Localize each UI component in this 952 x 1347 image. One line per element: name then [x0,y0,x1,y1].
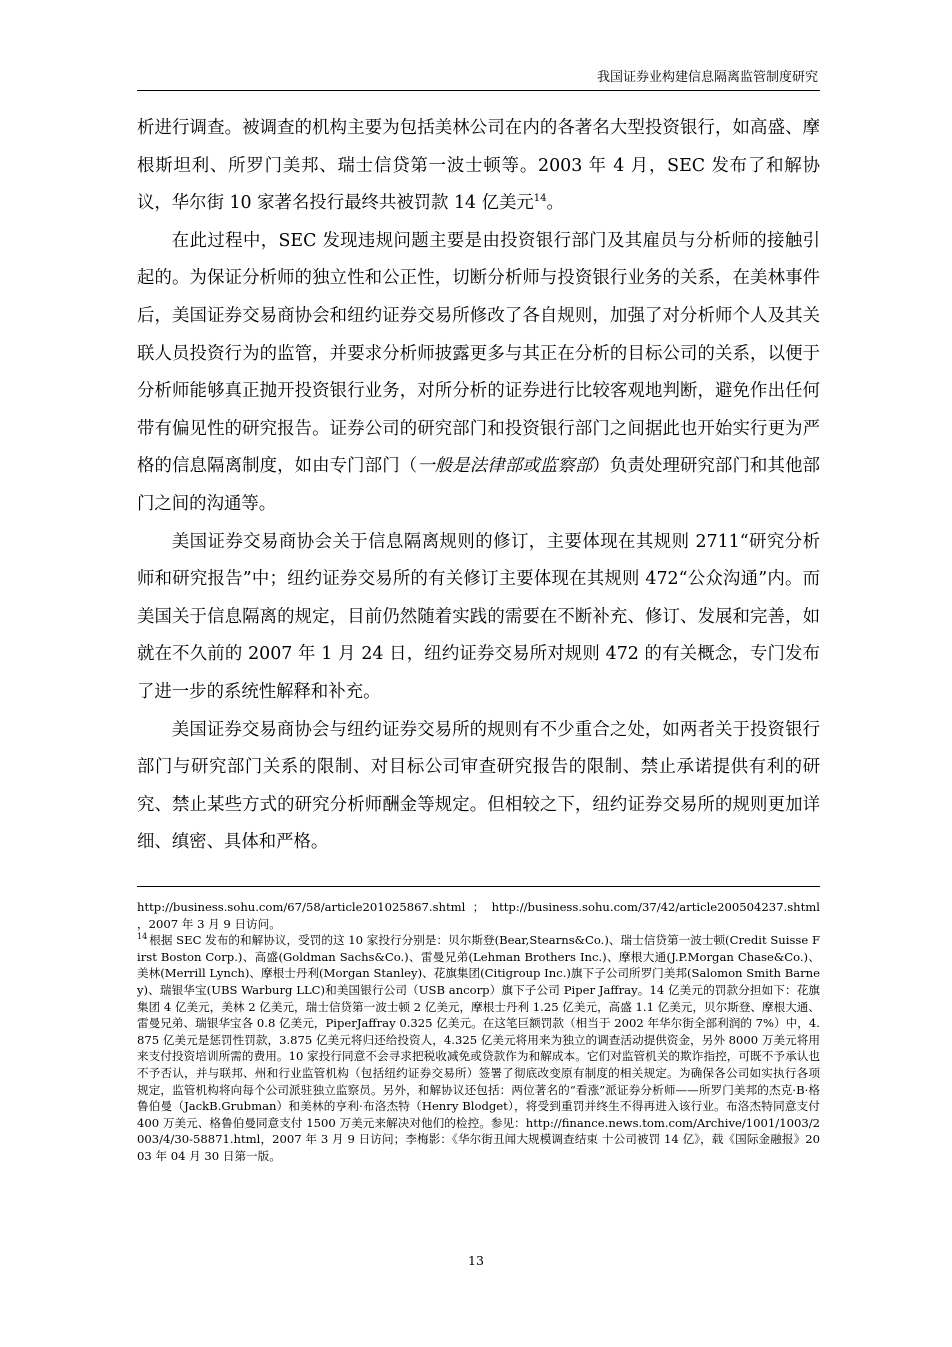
paragraph-2-italic: 一般是法律部或监察部 [417,456,593,477]
paragraph-4: 美国证券交易商协会与纽约证券交易所的规则有不少重合之处，如两者关于投资银行部门与研究部门关系的限制、对目标公司审查研究报告的限制、禁止承诺提供有利的研究、禁止某些方式的研究分析师酬金等规定。但相较之下，纽约证券交易所的规则更加详细、缜密、具体和严格。 [137,719,820,853]
page-number: 13 [468,1253,484,1268]
footnote-separator [137,886,820,887]
footnote-14-text: 根据 SEC 发布的和解协议，受罚的这 10 家投行分别是：贝尔斯登(Bear,Stearns&Co.)、瑞士信贷第一波士顿(Credit Suisse First Boston Corp.)、高盛(Goldman Sachs&Co.)、雷曼兄弟(Lehman Brothers Inc.)、摩根大通(J.P.Morgan Chase&Co.)、美林(Merrill Lynch)、摩根士丹利(Morgan Stanley)、花旗集团(Citigroup Inc.)旗下子公司所罗门美邦(Salomon Smith Barney)、瑞银华宝(UBS Warburg LLC)和美国银行公司（USB ancorp）旗下子公司 Piper Jaffray。14 亿美元的罚款分担如下：花旗集团 4 亿美元，美林 2 亿美元，瑞士信贷第一波士顿 2 亿美元，摩根士丹利 1.25 亿美元，高盛 1.1 亿美元，贝尔斯登、摩根大通、雷曼兄弟、瑞银华宝各 0.8 亿美元，PiperJaffray 0.325 亿美元。在这笔巨额罚款（相当于 2002 年华尔街全部利润的 7%）中，4.875 亿美元是惩罚性罚款，3.875 亿美元将归还给投资人，4.325 亿美元将用来为独立的调查活动提供资金，另外 8000 万美元将用来支付投资培训所需的费用。10 家投行同意不会寻求把税收减免或贷款作为和解成本。它们对监管机关的欺诈指控，可既不予承认也不予否认，并与联邦、州和行业监管机构（包括纽约证券交易所）签署了彻底改变原有制度的相关规定。为确保各公司如实执行各项规定，监管机构将向每个公司派驻独立监察员。另外，和解协议还包括：两位著名的“看涨”派证券分析师——所罗门美邦的杰克·B·格鲁伯曼（JackB.Grubman）和美林的亨利·布洛杰特（Henry Blodget），将受到重罚并终生不得再进入该行业。布洛杰特同意支付 400 万美元、格鲁伯曼同意支付 1500 万美元来解决对他们的检控。参见：http://finance.news.tom.com/Archive/1001/1003/2003/4/30-58871.html，2007 年 3 月 9 日访问；李梅影：《华尔街丑闻大规模调查结束 十公司被罚 14 亿》，载《国际金融报》2003 年 04 月 30 日第一版。 [137,933,820,1163]
paragraph-2-text: 在此过程中，SEC 发现违规问题主要是由投资银行部门及其雇员与分析师的接触引起的。为保证分析师的独立性和公正性，切断分析师与投资银行业务的关系，在美林事件后，美国证券交易商协会和纽约证券交易所修改了各自规则，加强了对分析师个人及其关联人员投资行为的监管，并要求分析师披露更多与其正在分析的目标公司的关系，以便于分析师能够真正抛开投资银行业务，对所分析的证券进行比较客观地判断，避免作出任何带有偏见性的研究报告。证券公司的研究部门和投资银行部门之间据此也开始实行更为严格的信息隔离制度，如由专门部门（ [137,230,820,477]
header-title: 我国证券业构建信息隔离监管制度研究 [596,70,818,85]
page-header [137,62,820,91]
paragraph-1-text: 析进行调查。被调查的机构主要为包括美林公司在内的各著名大型投资银行，如高盛、摩根斯坦利、所罗门美邦、瑞士信贷第一波士顿等。2003 年 4 月，SEC 发布了和解协议，华尔街 10 家著名投行最终共被罚款 14 亿美元 [137,118,820,214]
paragraph-2-end: ）负责处理研究部门和其他部门之间的沟通等。 [137,456,820,514]
footnotes [137,899,820,1165]
footnote-14-number: 14 [137,932,148,942]
paragraph-2 [137,223,820,524]
footnote-continuation: http://business.sohu.com/67/58/article201025867.shtml ； http://business.sohu.com/37/42/article200504237.shtml ，2007 年 3 月 9 日访问。 [137,900,820,931]
paragraph-1 [137,110,820,223]
paragraph-3: 美国证券交易商协会关于信息隔离规则的修订，主要体现在其规则 2711“研究分析师和研究报告”中；纽约证券交易所的有关修订主要体现在其规则 472“公众沟通”内。而美国关于信息隔离的规定，目前仍然随着实践的需要在不断补充、修订、发展和完善，如就在不久前的 2007 年 1 月 24 日，纽约证券交易所对规则 472 的有关概念，专门发布了进一步的系统性解释和补充。 [137,531,820,702]
paragraph-1-end: 。 [546,193,564,214]
footnote-ref-14[interactable]: 14 [533,193,547,205]
main-text [137,110,820,862]
footnote-14 [137,932,820,1164]
